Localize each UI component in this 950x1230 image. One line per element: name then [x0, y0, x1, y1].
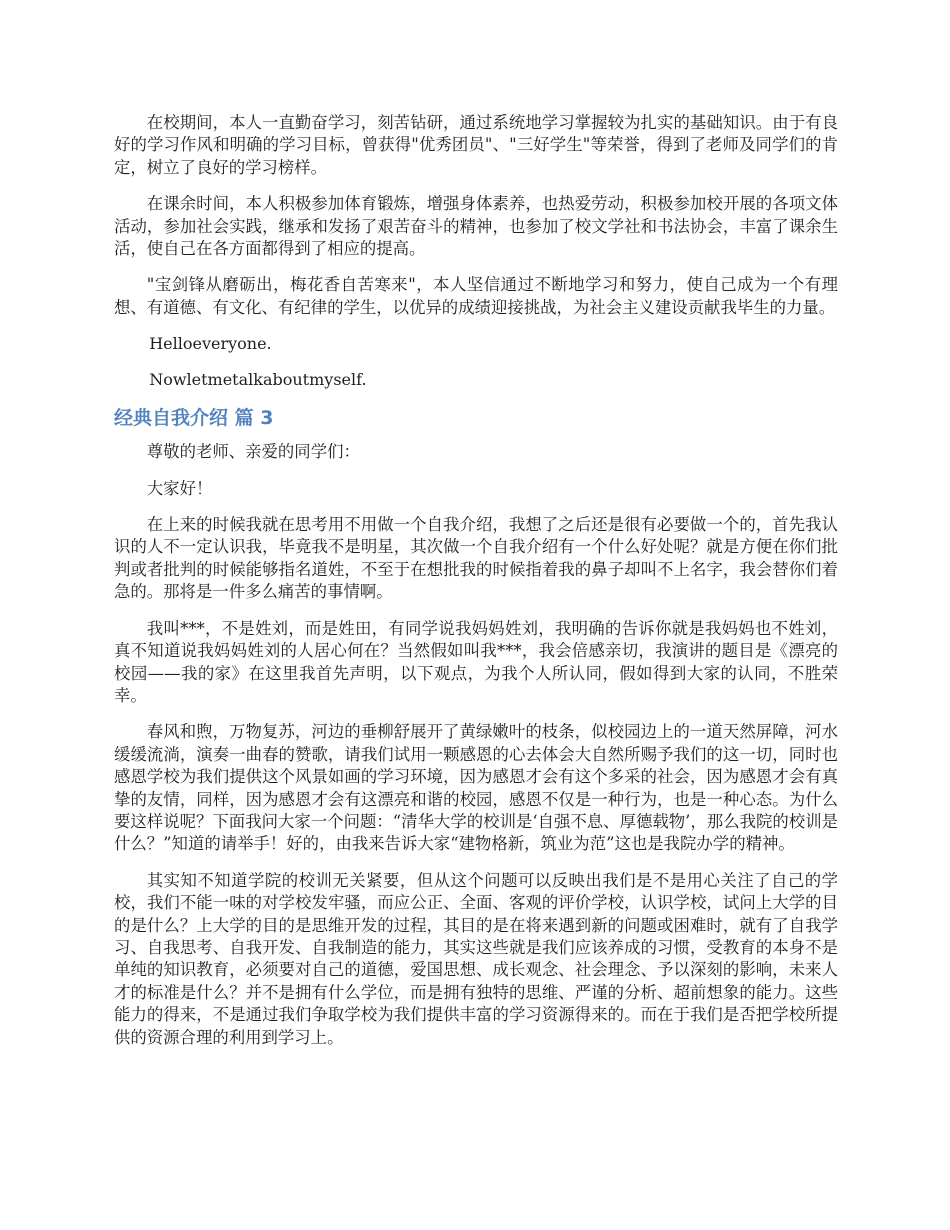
english-greeting: Helloeveryone.: [149, 334, 272, 354]
paragraph-greeting: 大家好！: [146, 478, 213, 498]
paragraph-name: 我叫***，不是姓刘，而是姓田，有同学说我妈妈姓刘，我明确的告诉你就是我妈妈也不姓刘，真不知道说我妈妈姓刘的人居心何在？当然假如叫我***，我会倍感亲切，我演讲的题目是《漂亮的校园——我的家》在这里我首先声明，以下观点，为我个人所认同，假如得到大家的认同，不胜荣幸。: [114, 618, 838, 705]
paragraph-spring: 春风和煦，万物复苏，河边的垂柳舒展开了黄绿嫩叶的枝条，似校园边上的一道天然屏障，河水缓缓流淌，演奏一曲春的赞歌，请我们试用一颗感恩的心去体会大自然所赐予我们的这一切，同时也感恩学校为我们提供这个风景如画的学习环境，因为感恩才会有这个多采的社会，因为感恩才会有真挚的友情，同样，因为感恩才会有这漂亮和谐的校园，感恩不仅是一种行为，也是一种心态。为什么要这样说呢？下面我问大家一个问题：“清华大学的校训是‘自强不息、厚德载物’，那么我院的校训是什么？”知道的请举手！好的，由我来告诉大家“建物格新，筑业为范”这也是我院办学的精神。: [114, 722, 838, 854]
paragraph-study: 在校期间，本人一直勤奋学习，刻苦钻研，通过系统地学习掌握较为扎实的基础知识。由于有良好的学习作风和明确的学习目标，曾获得"优秀团员"、"三好学生"等荣誉，得到了老师及同学们的肯定，树立了良好的学习榜样。: [114, 113, 838, 177]
paragraph-salutation: 尊敬的老师、亲爱的同学们：: [146, 442, 360, 462]
paragraph-motto: "宝剑锋从磨砺出，梅花香自苦寒来"，本人坚信通过不断地学习和努力，使自己成为一个有理想、有道德、有文化、有纪律的学生，以优异的成绩迎接挑战，为社会主义建设贡献我毕生的力量。: [114, 275, 838, 317]
paragraph-extracurricular: 在课余时间，本人积极参加体育锻炼，增强身体素养，也热爱劳动，积极参加校开展的各项文体活动，参加社会实践，继承和发扬了艰苦奋斗的精神，也参加了校文学社和书法协会，丰富了课余生活，使自己在各方面都得到了相应的提高。: [114, 194, 838, 259]
section-heading: 经典自我介绍 篇 3: [114, 407, 274, 430]
paragraph-school-motto: 其实知不知道学院的校训无关紧要，但从这个问题可以反映出我们是不是用心关注了自己的学校，我们不能一味的对学校发牢骚，而应公正、全面、客观的评价学校，认识学校，试问上大学的目的是什么？上大学的目的是思维开发的过程，其目的是在将来遇到新的问题或困难时，就有了自我学习、自我思考、自我开发、自我制造的能力，其实这些就是我们应该养成的习惯，受教育的本身不是单纯的知识教育，必须要对自己的道德，爱国思想、成长观念、社会理念、予以深刻的影响，未来人才的标准是什么？并不是拥有什么学位，而是拥有独特的思维、严谨的分析、超前想象的能力。这些能力的得来，不是通过我们争取学校为我们提供丰富的学习资源得来的。而在于我们是否把学校所提供的资源合理的利用到学习上。: [114, 870, 838, 1047]
paragraph-self-intro-reason: 在上来的时候我就在思考用不用做一个自我介绍，我想了之后还是很有必要做一个的，首先我认识的人不一定认识我，毕竟我不是明星，其次做一个自我介绍有一个什么好处呢？就是方便在你们批判或者批判的时候能够指名道姓，不至于在想批我的时候指着我的鼻子却叫不上名字，我会替你们着急的。那将是一件多么痛苦的事情啊。: [114, 515, 838, 602]
document-body: [114, 112, 838, 1063]
english-intro: Nowletmetalkaboutmyself.: [149, 370, 367, 390]
